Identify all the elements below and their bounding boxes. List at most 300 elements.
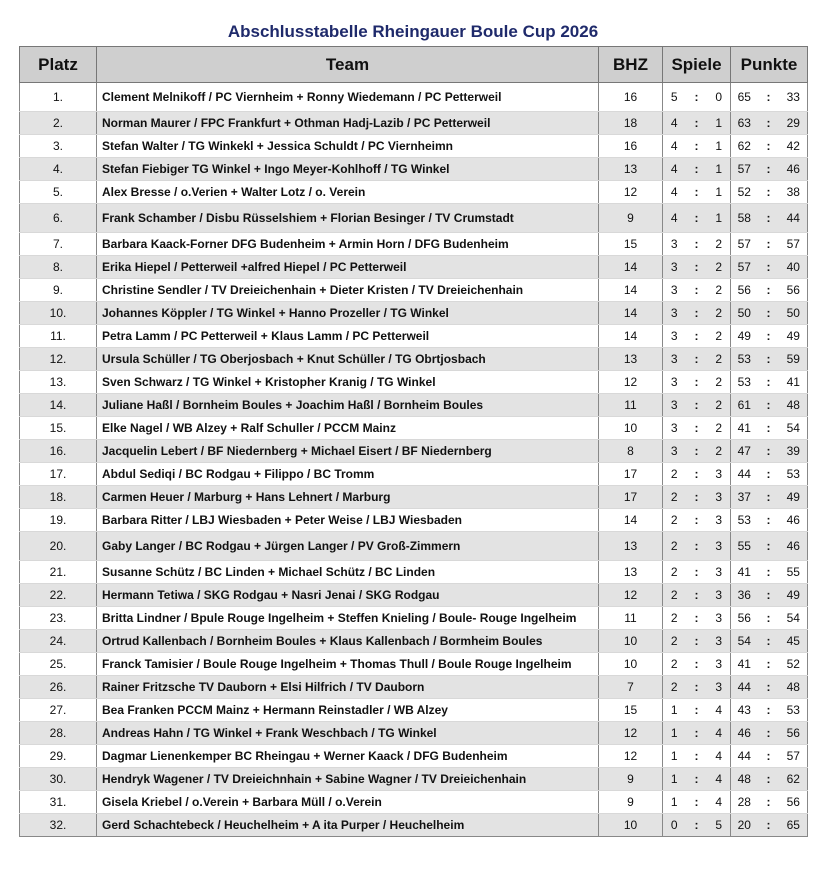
platz-cell: 13. xyxy=(20,371,97,394)
spiele-separator: : xyxy=(686,417,708,440)
spiele-separator: : xyxy=(686,440,708,463)
punkte-separator: : xyxy=(758,699,780,722)
header-punkte: Punkte xyxy=(731,47,808,83)
spiele-lost-cell: 3 xyxy=(708,486,731,509)
spiele-won-cell: 4 xyxy=(663,112,686,135)
platz-cell: 5. xyxy=(20,181,97,204)
table-row xyxy=(20,325,808,348)
spiele-won-cell: 2 xyxy=(663,607,686,630)
platz-cell: 28. xyxy=(20,722,97,745)
punkte-conceded-cell: 49 xyxy=(780,486,808,509)
punkte-conceded-cell: 49 xyxy=(780,325,808,348)
platz-cell: 1. xyxy=(20,83,97,112)
bhz-cell: 15 xyxy=(599,699,663,722)
punkte-scored-cell: 50 xyxy=(731,302,758,325)
team-cell: Christine Sendler / TV Dreieichenhain + Dieter Kristen / TV Dreieichenhain xyxy=(97,279,599,302)
table-row xyxy=(20,653,808,676)
spiele-separator: : xyxy=(686,348,708,371)
punkte-conceded-cell: 38 xyxy=(780,181,808,204)
spiele-separator: : xyxy=(686,279,708,302)
spiele-lost-cell: 3 xyxy=(708,532,731,561)
punkte-scored-cell: 58 xyxy=(731,204,758,233)
team-cell: Carmen Heuer / Marburg + Hans Lehnert / Marburg xyxy=(97,486,599,509)
spiele-separator: : xyxy=(686,486,708,509)
spiele-lost-cell: 2 xyxy=(708,325,731,348)
team-cell: Stefan Walter / TG Winkekl + Jessica Schuldt / PC Viernheimn xyxy=(97,135,599,158)
spiele-lost-cell: 3 xyxy=(708,676,731,699)
spiele-won-cell: 3 xyxy=(663,256,686,279)
punkte-conceded-cell: 54 xyxy=(780,607,808,630)
spiele-lost-cell: 2 xyxy=(708,279,731,302)
punkte-separator: : xyxy=(758,791,780,814)
header-spiele: Spiele xyxy=(663,47,731,83)
spiele-separator: : xyxy=(686,607,708,630)
spiele-won-cell: 1 xyxy=(663,791,686,814)
spiele-lost-cell: 2 xyxy=(708,371,731,394)
team-cell: Frank Schamber / Disbu Rüsselshiem + Florian Besinger / TV Crumstadt xyxy=(97,204,599,233)
platz-cell: 22. xyxy=(20,584,97,607)
table-row xyxy=(20,204,808,233)
spiele-won-cell: 1 xyxy=(663,699,686,722)
punkte-conceded-cell: 40 xyxy=(780,256,808,279)
punkte-separator: : xyxy=(758,348,780,371)
team-cell: Hendryk Wagener / TV Dreieichnhain + Sabine Wagner / TV Dreieichenhain xyxy=(97,768,599,791)
punkte-separator: : xyxy=(758,371,780,394)
spiele-lost-cell: 1 xyxy=(708,181,731,204)
punkte-separator: : xyxy=(758,394,780,417)
header-platz: Platz xyxy=(20,47,97,83)
platz-cell: 7. xyxy=(20,233,97,256)
punkte-separator: : xyxy=(758,256,780,279)
punkte-separator: : xyxy=(758,83,780,112)
punkte-conceded-cell: 53 xyxy=(780,463,808,486)
spiele-lost-cell: 1 xyxy=(708,112,731,135)
table-row xyxy=(20,279,808,302)
team-cell: Clement Melnikoff / PC Viernheim + Ronny Wiedemann / PC Petterweil xyxy=(97,83,599,112)
spiele-separator: : xyxy=(686,722,708,745)
punkte-separator: : xyxy=(758,279,780,302)
spiele-won-cell: 4 xyxy=(663,135,686,158)
spiele-won-cell: 4 xyxy=(663,158,686,181)
table-row xyxy=(20,158,808,181)
team-cell: Abdul Sediqi / BC Rodgau + Filippo / BC Tromm xyxy=(97,463,599,486)
punkte-conceded-cell: 46 xyxy=(780,509,808,532)
spiele-separator: : xyxy=(686,584,708,607)
team-cell: Ursula Schüller / TG Oberjosbach + Knut Schüller / TG Obrtjosbach xyxy=(97,348,599,371)
punkte-scored-cell: 44 xyxy=(731,463,758,486)
punkte-scored-cell: 62 xyxy=(731,135,758,158)
table-row xyxy=(20,112,808,135)
punkte-separator: : xyxy=(758,745,780,768)
table-row xyxy=(20,791,808,814)
team-cell: Jacquelin Lebert / BF Niedernberg + Michael Eisert / BF Niedernberg xyxy=(97,440,599,463)
bhz-cell: 12 xyxy=(599,371,663,394)
spiele-lost-cell: 3 xyxy=(708,607,731,630)
bhz-cell: 12 xyxy=(599,584,663,607)
bhz-cell: 13 xyxy=(599,158,663,181)
punkte-scored-cell: 54 xyxy=(731,630,758,653)
spiele-won-cell: 3 xyxy=(663,233,686,256)
punkte-separator: : xyxy=(758,630,780,653)
punkte-conceded-cell: 46 xyxy=(780,532,808,561)
platz-cell: 23. xyxy=(20,607,97,630)
punkte-separator: : xyxy=(758,158,780,181)
punkte-separator: : xyxy=(758,417,780,440)
spiele-lost-cell: 1 xyxy=(708,204,731,233)
team-cell: Elke Nagel / WB Alzey + Ralf Schuller / PCCM Mainz xyxy=(97,417,599,440)
bhz-cell: 18 xyxy=(599,112,663,135)
table-row xyxy=(20,440,808,463)
punkte-scored-cell: 55 xyxy=(731,532,758,561)
bhz-cell: 10 xyxy=(599,814,663,837)
punkte-scored-cell: 57 xyxy=(731,233,758,256)
spiele-won-cell: 2 xyxy=(663,486,686,509)
punkte-separator: : xyxy=(758,584,780,607)
punkte-conceded-cell: 42 xyxy=(780,135,808,158)
punkte-conceded-cell: 29 xyxy=(780,112,808,135)
spiele-lost-cell: 2 xyxy=(708,417,731,440)
punkte-conceded-cell: 44 xyxy=(780,204,808,233)
spiele-lost-cell: 2 xyxy=(708,348,731,371)
team-cell: Britta Lindner / Bpule Rouge Ingelheim + Steffen Knieling / Boule- Rouge Ingelheim xyxy=(97,607,599,630)
team-cell: Dagmar Lienenkemper BC Rheingau + Werner Kaack / DFG Budenheim xyxy=(97,745,599,768)
spiele-separator: : xyxy=(686,653,708,676)
spiele-separator: : xyxy=(686,768,708,791)
spiele-won-cell: 2 xyxy=(663,676,686,699)
team-cell: Rainer Fritzsche TV Dauborn + Elsi Hilfrich / TV Dauborn xyxy=(97,676,599,699)
spiele-lost-cell: 4 xyxy=(708,768,731,791)
bhz-cell: 10 xyxy=(599,653,663,676)
spiele-separator: : xyxy=(686,676,708,699)
team-cell: Petra Lamm / PC Petterweil + Klaus Lamm / PC Petterweil xyxy=(97,325,599,348)
spiele-lost-cell: 3 xyxy=(708,653,731,676)
bhz-cell: 9 xyxy=(599,791,663,814)
punkte-separator: : xyxy=(758,653,780,676)
bhz-cell: 13 xyxy=(599,532,663,561)
bhz-cell: 12 xyxy=(599,722,663,745)
platz-cell: 26. xyxy=(20,676,97,699)
punkte-conceded-cell: 56 xyxy=(780,791,808,814)
table-row xyxy=(20,768,808,791)
table-row xyxy=(20,463,808,486)
spiele-lost-cell: 3 xyxy=(708,561,731,584)
punkte-separator: : xyxy=(758,325,780,348)
table-row xyxy=(20,509,808,532)
platz-cell: 3. xyxy=(20,135,97,158)
spiele-separator: : xyxy=(686,204,708,233)
bhz-cell: 12 xyxy=(599,745,663,768)
spiele-separator: : xyxy=(686,561,708,584)
spiele-lost-cell: 1 xyxy=(708,135,731,158)
punkte-conceded-cell: 57 xyxy=(780,745,808,768)
spiele-lost-cell: 4 xyxy=(708,745,731,768)
punkte-separator: : xyxy=(758,463,780,486)
team-cell: Gerd Schachtebeck / Heuchelheim + A ita Purper / Heuchelheim xyxy=(97,814,599,837)
bhz-cell: 10 xyxy=(599,630,663,653)
punkte-scored-cell: 56 xyxy=(731,607,758,630)
spiele-won-cell: 1 xyxy=(663,722,686,745)
header-bhz: BHZ xyxy=(599,47,663,83)
spiele-separator: : xyxy=(686,630,708,653)
table-row xyxy=(20,699,808,722)
table-row xyxy=(20,181,808,204)
spiele-won-cell: 3 xyxy=(663,279,686,302)
punkte-scored-cell: 65 xyxy=(731,83,758,112)
table-row xyxy=(20,745,808,768)
spiele-won-cell: 3 xyxy=(663,348,686,371)
spiele-won-cell: 4 xyxy=(663,204,686,233)
spiele-lost-cell: 0 xyxy=(708,83,731,112)
spiele-separator: : xyxy=(686,509,708,532)
spiele-won-cell: 5 xyxy=(663,83,686,112)
table-row xyxy=(20,256,808,279)
spiele-won-cell: 2 xyxy=(663,509,686,532)
table-row xyxy=(20,561,808,584)
punkte-conceded-cell: 59 xyxy=(780,348,808,371)
punkte-separator: : xyxy=(758,233,780,256)
punkte-scored-cell: 37 xyxy=(731,486,758,509)
punkte-separator: : xyxy=(758,486,780,509)
spiele-lost-cell: 2 xyxy=(708,233,731,256)
punkte-conceded-cell: 50 xyxy=(780,302,808,325)
team-cell: Franck Tamisier / Boule Rouge Ingelheim + Thomas Thull / Boule Rouge Ingelheim xyxy=(97,653,599,676)
table-row xyxy=(20,83,808,112)
bhz-cell: 13 xyxy=(599,561,663,584)
spiele-won-cell: 2 xyxy=(663,463,686,486)
platz-cell: 6. xyxy=(20,204,97,233)
spiele-won-cell: 2 xyxy=(663,532,686,561)
bhz-cell: 14 xyxy=(599,279,663,302)
punkte-separator: : xyxy=(758,561,780,584)
spiele-separator: : xyxy=(686,532,708,561)
punkte-conceded-cell: 41 xyxy=(780,371,808,394)
spiele-lost-cell: 3 xyxy=(708,509,731,532)
bhz-cell: 11 xyxy=(599,394,663,417)
bhz-cell: 9 xyxy=(599,204,663,233)
platz-cell: 29. xyxy=(20,745,97,768)
punkte-conceded-cell: 57 xyxy=(780,233,808,256)
punkte-conceded-cell: 49 xyxy=(780,584,808,607)
spiele-separator: : xyxy=(686,302,708,325)
punkte-scored-cell: 48 xyxy=(731,768,758,791)
team-cell: Gisela Kriebel / o.Verein + Barbara Müll / o.Verein xyxy=(97,791,599,814)
platz-cell: 2. xyxy=(20,112,97,135)
punkte-conceded-cell: 48 xyxy=(780,676,808,699)
spiele-separator: : xyxy=(686,256,708,279)
punkte-scored-cell: 52 xyxy=(731,181,758,204)
table-row xyxy=(20,348,808,371)
punkte-conceded-cell: 54 xyxy=(780,417,808,440)
spiele-won-cell: 3 xyxy=(663,394,686,417)
spiele-lost-cell: 4 xyxy=(708,699,731,722)
team-cell: Johannes Köppler / TG Winkel + Hanno Prozeller / TG Winkel xyxy=(97,302,599,325)
platz-cell: 17. xyxy=(20,463,97,486)
punkte-separator: : xyxy=(758,509,780,532)
header-team: Team xyxy=(97,47,599,83)
platz-cell: 14. xyxy=(20,394,97,417)
bhz-cell: 16 xyxy=(599,83,663,112)
table-row xyxy=(20,532,808,561)
punkte-conceded-cell: 53 xyxy=(780,699,808,722)
table-row xyxy=(20,814,808,837)
platz-cell: 31. xyxy=(20,791,97,814)
spiele-separator: : xyxy=(686,112,708,135)
punkte-scored-cell: 44 xyxy=(731,676,758,699)
table-row xyxy=(20,135,808,158)
bhz-cell: 14 xyxy=(599,256,663,279)
spiele-separator: : xyxy=(686,325,708,348)
platz-cell: 19. xyxy=(20,509,97,532)
bhz-cell: 9 xyxy=(599,768,663,791)
table-row xyxy=(20,676,808,699)
spiele-lost-cell: 3 xyxy=(708,630,731,653)
header-row xyxy=(20,47,808,83)
table-row xyxy=(20,607,808,630)
team-cell: Erika Hiepel / Petterweil +alfred Hiepel / PC Petterweil xyxy=(97,256,599,279)
punkte-separator: : xyxy=(758,204,780,233)
punkte-scored-cell: 53 xyxy=(731,509,758,532)
spiele-lost-cell: 3 xyxy=(708,584,731,607)
table-row xyxy=(20,371,808,394)
bhz-cell: 13 xyxy=(599,348,663,371)
punkte-conceded-cell: 55 xyxy=(780,561,808,584)
punkte-scored-cell: 43 xyxy=(731,699,758,722)
team-cell: Bea Franken PCCM Mainz + Hermann Reinstadler / WB Alzey xyxy=(97,699,599,722)
table-row xyxy=(20,417,808,440)
spiele-separator: : xyxy=(686,158,708,181)
spiele-separator: : xyxy=(686,791,708,814)
punkte-scored-cell: 57 xyxy=(731,256,758,279)
punkte-conceded-cell: 52 xyxy=(780,653,808,676)
punkte-conceded-cell: 48 xyxy=(780,394,808,417)
spiele-separator: : xyxy=(686,745,708,768)
spiele-won-cell: 2 xyxy=(663,561,686,584)
spiele-lost-cell: 1 xyxy=(708,158,731,181)
spiele-won-cell: 3 xyxy=(663,440,686,463)
punkte-scored-cell: 28 xyxy=(731,791,758,814)
punkte-conceded-cell: 46 xyxy=(780,158,808,181)
punkte-separator: : xyxy=(758,676,780,699)
punkte-conceded-cell: 33 xyxy=(780,83,808,112)
spiele-won-cell: 3 xyxy=(663,417,686,440)
punkte-scored-cell: 61 xyxy=(731,394,758,417)
bhz-cell: 8 xyxy=(599,440,663,463)
team-cell: Stefan Fiebiger TG Winkel + Ingo Meyer-Kohlhoff / TG Winkel xyxy=(97,158,599,181)
platz-cell: 21. xyxy=(20,561,97,584)
bhz-cell: 11 xyxy=(599,607,663,630)
punkte-scored-cell: 49 xyxy=(731,325,758,348)
spiele-lost-cell: 4 xyxy=(708,791,731,814)
punkte-scored-cell: 41 xyxy=(731,561,758,584)
punkte-separator: : xyxy=(758,135,780,158)
punkte-conceded-cell: 45 xyxy=(780,630,808,653)
spiele-won-cell: 4 xyxy=(663,181,686,204)
team-cell: Barbara Kaack-Forner DFG Budenheim + Armin Horn / DFG Budenheim xyxy=(97,233,599,256)
punkte-conceded-cell: 62 xyxy=(780,768,808,791)
punkte-separator: : xyxy=(758,302,780,325)
punkte-scored-cell: 41 xyxy=(731,417,758,440)
punkte-separator: : xyxy=(758,532,780,561)
spiele-separator: : xyxy=(686,135,708,158)
punkte-scored-cell: 47 xyxy=(731,440,758,463)
team-cell: Barbara Ritter / LBJ Wiesbaden + Peter Weise / LBJ Wiesbaden xyxy=(97,509,599,532)
spiele-won-cell: 2 xyxy=(663,630,686,653)
bhz-cell: 17 xyxy=(599,463,663,486)
table-row xyxy=(20,233,808,256)
punkte-conceded-cell: 65 xyxy=(780,814,808,837)
punkte-scored-cell: 57 xyxy=(731,158,758,181)
punkte-separator: : xyxy=(758,768,780,791)
bhz-cell: 14 xyxy=(599,302,663,325)
team-cell: Juliane Haßl / Bornheim Boules + Joachim Haßl / Bornheim Boules xyxy=(97,394,599,417)
standings-table xyxy=(19,46,808,837)
platz-cell: 9. xyxy=(20,279,97,302)
spiele-won-cell: 3 xyxy=(663,302,686,325)
bhz-cell: 15 xyxy=(599,233,663,256)
platz-cell: 32. xyxy=(20,814,97,837)
spiele-lost-cell: 2 xyxy=(708,440,731,463)
platz-cell: 12. xyxy=(20,348,97,371)
spiele-lost-cell: 2 xyxy=(708,394,731,417)
spiele-won-cell: 2 xyxy=(663,584,686,607)
platz-cell: 10. xyxy=(20,302,97,325)
team-cell: Norman Maurer / FPC Frankfurt + Othman Hadj-Lazib / PC Petterweil xyxy=(97,112,599,135)
table-row xyxy=(20,722,808,745)
spiele-won-cell: 1 xyxy=(663,745,686,768)
platz-cell: 8. xyxy=(20,256,97,279)
table-title: Abschlusstabelle Rheingauer Boule Cup 2026 xyxy=(227,22,599,41)
punkte-scored-cell: 36 xyxy=(731,584,758,607)
platz-cell: 15. xyxy=(20,417,97,440)
spiele-lost-cell: 4 xyxy=(708,722,731,745)
punkte-separator: : xyxy=(758,814,780,837)
team-cell: Ortrud Kallenbach / Bornheim Boules + Klaus Kallenbach / Bormheim Boules xyxy=(97,630,599,653)
punkte-scored-cell: 46 xyxy=(731,722,758,745)
punkte-separator: : xyxy=(758,722,780,745)
spiele-separator: : xyxy=(686,233,708,256)
table-row xyxy=(20,584,808,607)
punkte-scored-cell: 53 xyxy=(731,371,758,394)
bhz-cell: 7 xyxy=(599,676,663,699)
punkte-scored-cell: 56 xyxy=(731,279,758,302)
table-row xyxy=(20,302,808,325)
platz-cell: 11. xyxy=(20,325,97,348)
punkte-conceded-cell: 56 xyxy=(780,279,808,302)
bhz-cell: 17 xyxy=(599,486,663,509)
bhz-cell: 10 xyxy=(599,417,663,440)
platz-cell: 4. xyxy=(20,158,97,181)
punkte-separator: : xyxy=(758,607,780,630)
bhz-cell: 16 xyxy=(599,135,663,158)
team-cell: Alex Bresse / o.Verien + Walter Lotz / o. Verein xyxy=(97,181,599,204)
punkte-scored-cell: 20 xyxy=(731,814,758,837)
spiele-separator: : xyxy=(686,463,708,486)
platz-cell: 25. xyxy=(20,653,97,676)
punkte-scored-cell: 41 xyxy=(731,653,758,676)
spiele-separator: : xyxy=(686,699,708,722)
spiele-lost-cell: 2 xyxy=(708,302,731,325)
spiele-lost-cell: 5 xyxy=(708,814,731,837)
bhz-cell: 14 xyxy=(599,509,663,532)
spiele-won-cell: 2 xyxy=(663,653,686,676)
punkte-scored-cell: 63 xyxy=(731,112,758,135)
platz-cell: 16. xyxy=(20,440,97,463)
spiele-won-cell: 1 xyxy=(663,768,686,791)
punkte-scored-cell: 44 xyxy=(731,745,758,768)
team-cell: Hermann Tetiwa / SKG Rodgau + Nasri Jenai / SKG Rodgau xyxy=(97,584,599,607)
team-cell: Andreas Hahn / TG Winkel + Frank Weschbach / TG Winkel xyxy=(97,722,599,745)
punkte-scored-cell: 53 xyxy=(731,348,758,371)
